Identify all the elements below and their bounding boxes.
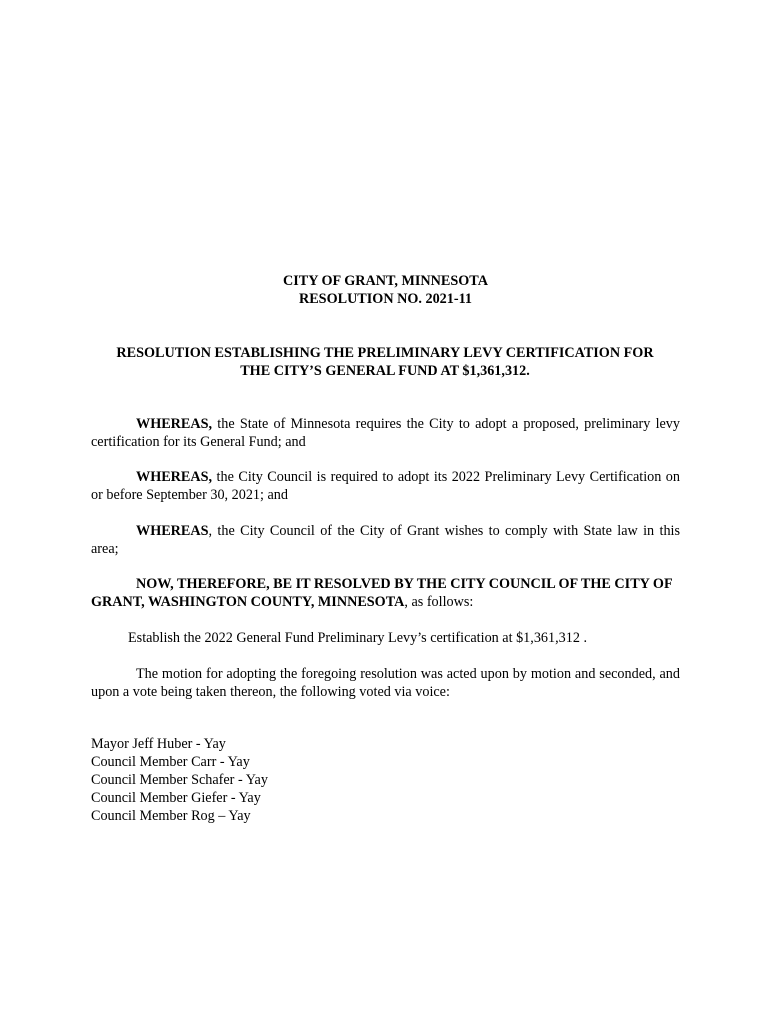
- vote-list: [91, 735, 680, 825]
- resolved-text: , as follows:: [404, 594, 474, 610]
- vote-entry-rog: Council Member Rog – Yay: [91, 808, 251, 824]
- resolved-clause: [91, 575, 680, 611]
- title-line-2: THE CITY’S GENERAL FUND AT $1,361,312.: [240, 363, 530, 379]
- city-heading: CITY OF GRANT, MINNESOTA: [283, 273, 488, 289]
- resolved-lead: NOW, THEREFORE, BE IT RESOLVED BY THE CITY COUNCIL OF THE CITY OF GRANT, WASHINGTON COUNTY, MINNESOTA: [91, 576, 673, 610]
- whereas-text: the State of Minnesota requires the City to adopt a proposed, preliminary levy certification for its General Fund; and: [91, 416, 680, 450]
- whereas-clause-3: [91, 522, 680, 558]
- establish-statement: Establish the 2022 General Fund Preliminary Levy’s certification at $1,361,312 .: [128, 630, 588, 646]
- whereas-lead: WHEREAS,: [136, 416, 213, 432]
- vote-entry-schafer: Council Member Schafer - Yay: [91, 772, 268, 788]
- whereas-lead: WHEREAS: [136, 523, 209, 539]
- motion-statement: The motion for adopting the foregoing resolution was acted upon by motion and seconded, and upon a vote being taken thereon, the following voted via voice:: [91, 666, 680, 700]
- whereas-text: the City Council is required to adopt its 2022 Preliminary Levy Certification on or before September 30, 2021; and: [91, 469, 680, 503]
- whereas-text: , the City Council of the City of Grant wishes to comply with State law in this area;: [91, 523, 680, 557]
- title-line-1: RESOLUTION ESTABLISHING THE PRELIMINARY LEVY CERTIFICATION FOR: [116, 345, 654, 361]
- resolution-title: [80, 344, 690, 380]
- whereas-lead: WHEREAS,: [136, 469, 213, 485]
- vote-entry-carr: Council Member Carr - Yay: [91, 754, 250, 770]
- whereas-clause-1: [91, 415, 680, 451]
- vote-entry-mayor-huber: Mayor Jeff Huber - Yay: [91, 736, 226, 752]
- whereas-clause-2: [91, 468, 680, 504]
- vote-entry-giefer: Council Member Giefer - Yay: [91, 790, 261, 806]
- document-header: [91, 272, 680, 308]
- resolution-number: RESOLUTION NO. 2021-11: [298, 291, 473, 307]
